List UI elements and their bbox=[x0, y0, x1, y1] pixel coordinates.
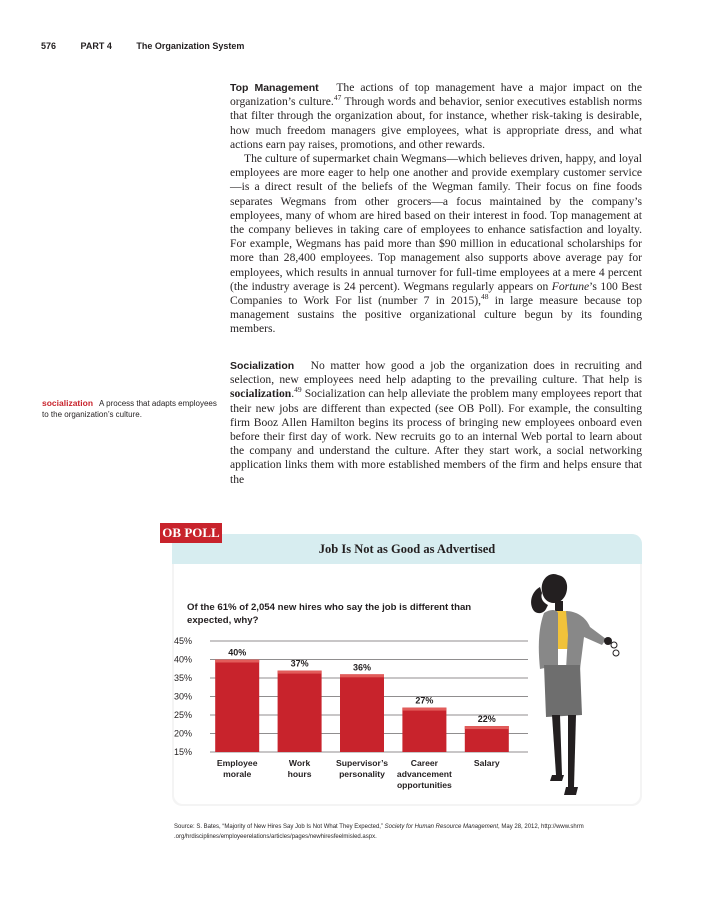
bar-chart bbox=[172, 630, 532, 805]
x-tick-label: Employee bbox=[216, 758, 258, 768]
bar bbox=[215, 660, 259, 753]
bar-highlight bbox=[465, 726, 509, 729]
top-management-paragraph-1 bbox=[230, 81, 642, 152]
x-tick-label: personality bbox=[339, 769, 385, 779]
x-tick-label: advancement bbox=[396, 769, 452, 779]
source-publication: Society for Human Resource Management bbox=[384, 824, 499, 830]
bar-highlight bbox=[402, 708, 446, 711]
x-tick-label: morale bbox=[223, 769, 252, 779]
x-tick-label: opportunities bbox=[396, 780, 452, 790]
poll-question: Of the 61% of 2,054 new hires who say the job is different than expected, why? bbox=[187, 602, 472, 626]
tm-p1-b: Through words and behavior, senior executives establish norms that filter through the organization about, for instance, whether risk-taking is desirable, how much freedom managers give employees, what is appropriate dress, and what actions earn pay raises, promotions, and other rewards. bbox=[230, 95, 642, 151]
socialization-paragraph bbox=[230, 359, 642, 487]
bar-highlight bbox=[215, 660, 259, 663]
businesswoman-illustration bbox=[510, 565, 630, 800]
source-text-b: , May 28, 2012, http://www.shrm .org/hrdisciplines/employeerelations/articles/pages/newhiresfeelmisled.aspx. bbox=[174, 824, 584, 840]
x-tick-label: Supervisor’s bbox=[335, 758, 389, 768]
endnote-49: 49 bbox=[294, 385, 302, 395]
soc-p-b: . bbox=[291, 387, 295, 401]
socialization-section bbox=[230, 359, 642, 487]
y-tick-label: 45% bbox=[174, 636, 193, 646]
bar-highlight bbox=[278, 671, 322, 674]
page-number: 576 bbox=[41, 41, 57, 51]
part-label: PART 4 bbox=[80, 41, 112, 51]
socialization-heading: Socialization bbox=[230, 360, 295, 372]
top-management-section bbox=[230, 81, 642, 337]
margin-term: socialization bbox=[42, 398, 94, 408]
value-label: 27% bbox=[415, 695, 434, 706]
y-tick-label: 35% bbox=[174, 673, 193, 683]
soc-p-c: Socialization can help alleviate the problem many employees report that their new jobs are different than expected (see OB Poll). For example, the consulting firm Booz Allen Hamilton begins its process of bringing new employees onboard even before their first day of work. New recruits go to an internal Web portal to learn about the company and understand the culture. After they start work, a social networking application links them with more established members of the firm and helps ensure that the bbox=[230, 387, 642, 486]
bar bbox=[402, 708, 446, 752]
tm-p1-a: The actions of top management have a major impact on the organization’s culture. bbox=[230, 81, 642, 109]
value-label: 22% bbox=[477, 714, 496, 725]
bar bbox=[340, 674, 384, 752]
tm-p2-a: The culture of supermarket chain Wegmans—which believes driven, happy, and loyal employees are more eager to help one another and provide exemplary customer service—is a direct result of the beliefs of the Wegman family. Their focus on fine foods separates Wegmans from other grocers—a focus maintained by the company’s employees, many of whom are hired based on their interest in food. Top management at the company believes in taking care of employees to enhance satisfaction and loyalty. For example, Wegmans has paid more than $90 million in educational scholarships for more than 28,400 employees. Top management also supports above average pay for employees, which results in annual turnover for full-time employees at a mere 4 percent (the industry average is 24 percent). Wegmans regularly appears on bbox=[230, 152, 642, 293]
value-label: 40% bbox=[228, 647, 247, 658]
x-tick-label: Work bbox=[288, 758, 311, 768]
x-tick-label: Salary bbox=[473, 758, 500, 768]
poll-title: Job Is Not as Good as Advertised bbox=[172, 534, 642, 564]
y-tick-label: 30% bbox=[174, 691, 193, 702]
x-tick-label: hours bbox=[287, 769, 312, 779]
socialization-term: socialization bbox=[230, 387, 292, 401]
tm-p2-b: ’s 100 Best Companies to Work For list (number 7 in 2015), bbox=[230, 279, 642, 308]
y-tick-label: 20% bbox=[174, 728, 193, 739]
top-management-paragraph-2 bbox=[230, 152, 642, 337]
bar bbox=[465, 726, 509, 752]
tm-p2-italic: Fortune bbox=[551, 279, 590, 293]
top-management-heading: Top Management bbox=[230, 82, 319, 94]
figure-source bbox=[174, 822, 644, 842]
y-tick-label: 25% bbox=[174, 710, 193, 720]
bar-highlight bbox=[340, 674, 384, 677]
part-title: The Organization System bbox=[136, 41, 245, 51]
endnote-48: 48 bbox=[481, 292, 489, 302]
margin-definition bbox=[42, 398, 224, 420]
tm-p2-c: in large measure because top management sustains the positive organizational culture begun by its founding members. bbox=[230, 294, 642, 336]
page-header bbox=[41, 41, 266, 51]
y-tick-label: 40% bbox=[174, 654, 193, 665]
y-tick-label: 15% bbox=[174, 747, 193, 757]
margin-definition-text: A process that adapts employees to the organization’s culture. bbox=[42, 399, 217, 419]
endnote-47: 47 bbox=[333, 93, 342, 103]
value-label: 37% bbox=[290, 658, 309, 669]
soc-p-a: No matter how good a job the organization does in recruiting and selection, new employees need help adapting to the prevailing culture. That help is bbox=[230, 359, 642, 387]
ob-poll-tag: OB POLL bbox=[160, 523, 222, 543]
source-text-a: Source: S. Bates, “Majority of New Hires Say Job Is Not What They Expected,” bbox=[174, 824, 385, 830]
value-label: 36% bbox=[352, 662, 372, 673]
bar bbox=[278, 671, 322, 752]
x-tick-label: Career bbox=[410, 758, 439, 768]
